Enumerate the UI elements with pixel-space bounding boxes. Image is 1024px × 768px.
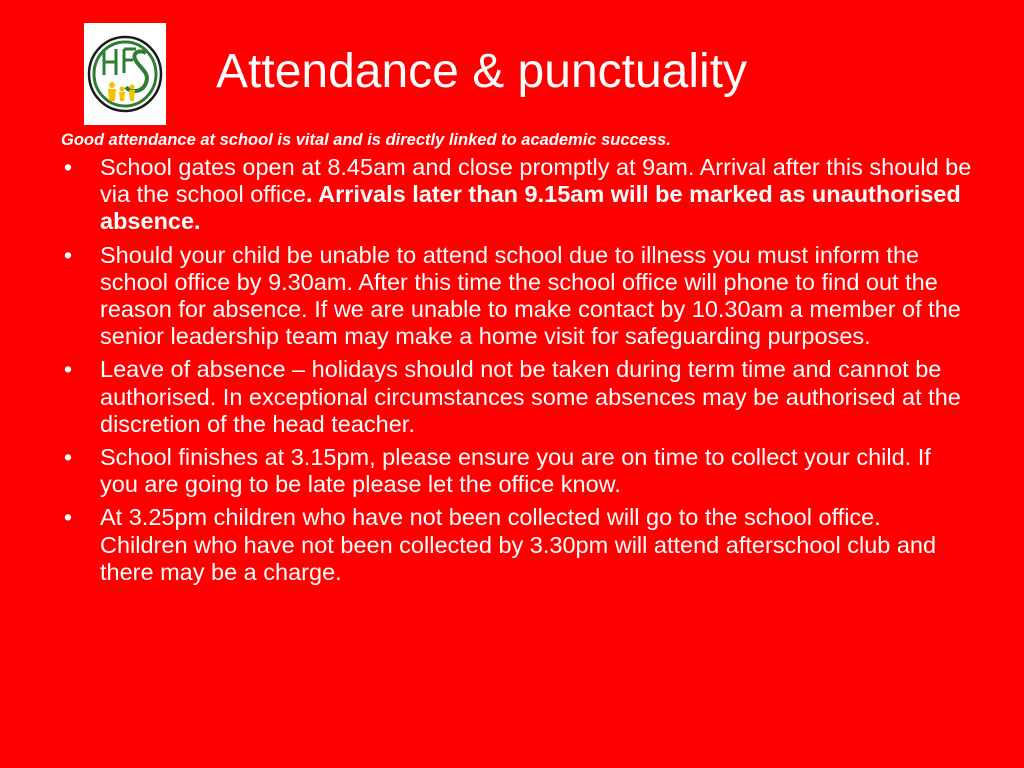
bullet-text: Should your child be unable to attend school due to illness you must inform the school office by 9.30am. After this time the school office will phone to find out the reason for absence. If we are unable to make contact by 10.30am a member of the senior leadership team may make a home visit for safeguarding purposes. (100, 241, 961, 350)
bullet-icon: • (63, 356, 73, 383)
bullet-icon: • (63, 504, 73, 531)
bullet-text: Leave of absence – holidays should not be taken during term time and cannot be authorised. In exceptional circumstances some absences may be authorised at the discretion of the head teacher. (100, 356, 961, 437)
bullet-item (58, 504, 973, 586)
bullet-item (58, 154, 973, 236)
bullet-icon: • (63, 241, 73, 268)
bullet-text: School finishes at 3.15pm, please ensure you are on time to collect your child. If you are going to be late please let the office know. (100, 444, 931, 498)
bullet-item (58, 444, 973, 498)
bullet-item (58, 356, 973, 438)
intro-text: Good attendance at school is vital and is directly linked to academic success. (61, 131, 671, 149)
bullet-text: At 3.25pm children who have not been collected will go to the school office. Children who have not been collected by 3.30pm will attend afterschool club and there may be a charge. (100, 504, 937, 585)
bullet-text: School gates open at 8.45am and close promptly at 9am. Arrival after this should be via the school office (100, 154, 972, 208)
school-crest-icon (84, 23, 166, 125)
bullet-list (58, 154, 973, 592)
bullet-icon: • (63, 444, 73, 471)
bullet-item (58, 242, 973, 351)
slide-title: Attendance & punctuality (216, 45, 748, 98)
bullet-bold-text: . Arrivals later than 9.15am will be marked as unauthorised absence. (100, 181, 961, 235)
school-logo (84, 23, 166, 125)
bullet-icon: • (63, 154, 73, 180)
